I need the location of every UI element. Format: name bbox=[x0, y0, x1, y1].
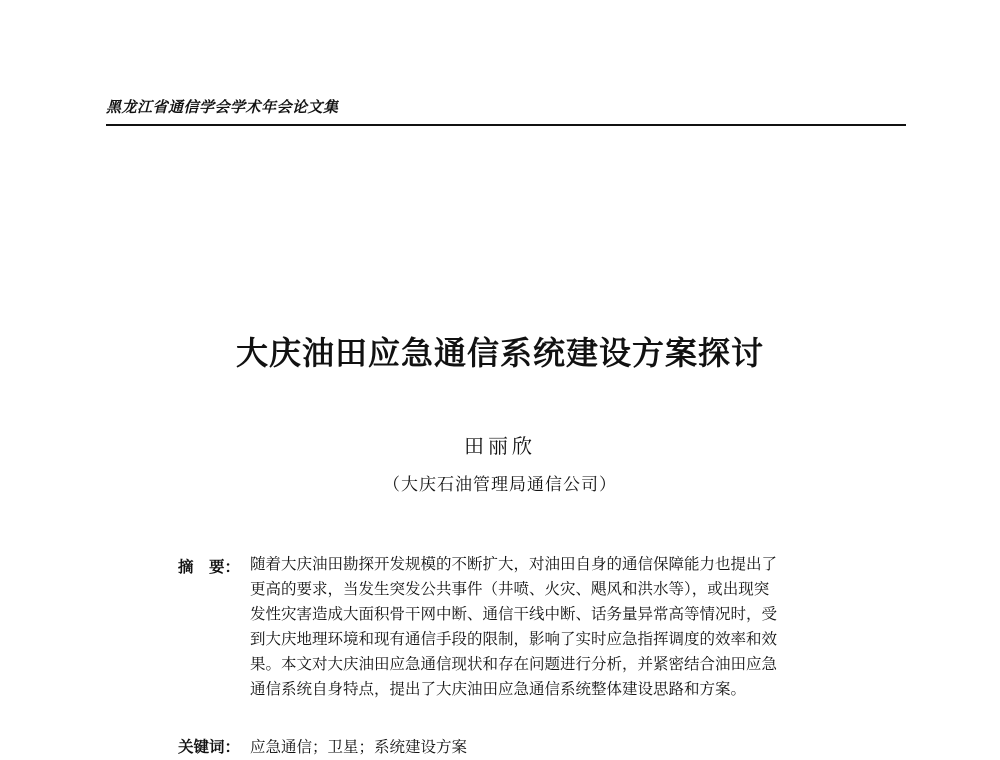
abstract-line: 随着大庆油田勘探开发规模的不断扩大，对油田自身的通信保障能力也提出了 bbox=[250, 555, 778, 573]
abstract-body bbox=[250, 552, 848, 702]
journal-running-header: 黑龙江省通信学会学术年会论文集 bbox=[106, 98, 339, 116]
keywords-text: 应急通信；卫星；系统建设方案 bbox=[250, 738, 468, 756]
keywords-label: 关键词： bbox=[178, 737, 241, 756]
abstract-line: 通信系统自身特点，提出了大庆油田应急通信系统整体建设思路和方案。 bbox=[250, 680, 747, 698]
author-name: 田丽欣 bbox=[464, 434, 536, 458]
author-affiliation: （大庆石油管理局通信公司） bbox=[383, 475, 617, 495]
abstract-line: 果。本文对大庆油田应急通信现状和存在问题进行分析，并紧密结合油田应急 bbox=[250, 655, 778, 673]
abstract-line: 到大庆地理环境和现有通信手段的限制，影响了实时应急指挥调度的效率和效 bbox=[250, 630, 778, 648]
abstract-line: 发性灾害造成大面积骨干网中断、通信干线中断、话务量异常高等情况时，受 bbox=[250, 605, 778, 623]
paper-title: 大庆油田应急通信系统建设方案探讨 bbox=[235, 334, 764, 372]
abstract-line: 更高的要求，当发生突发公共事件（井喷、火灾、飓风和洪水等），或出现突 bbox=[250, 580, 770, 598]
abstract-label: 摘 要： bbox=[178, 557, 241, 576]
header-rule bbox=[106, 124, 906, 126]
